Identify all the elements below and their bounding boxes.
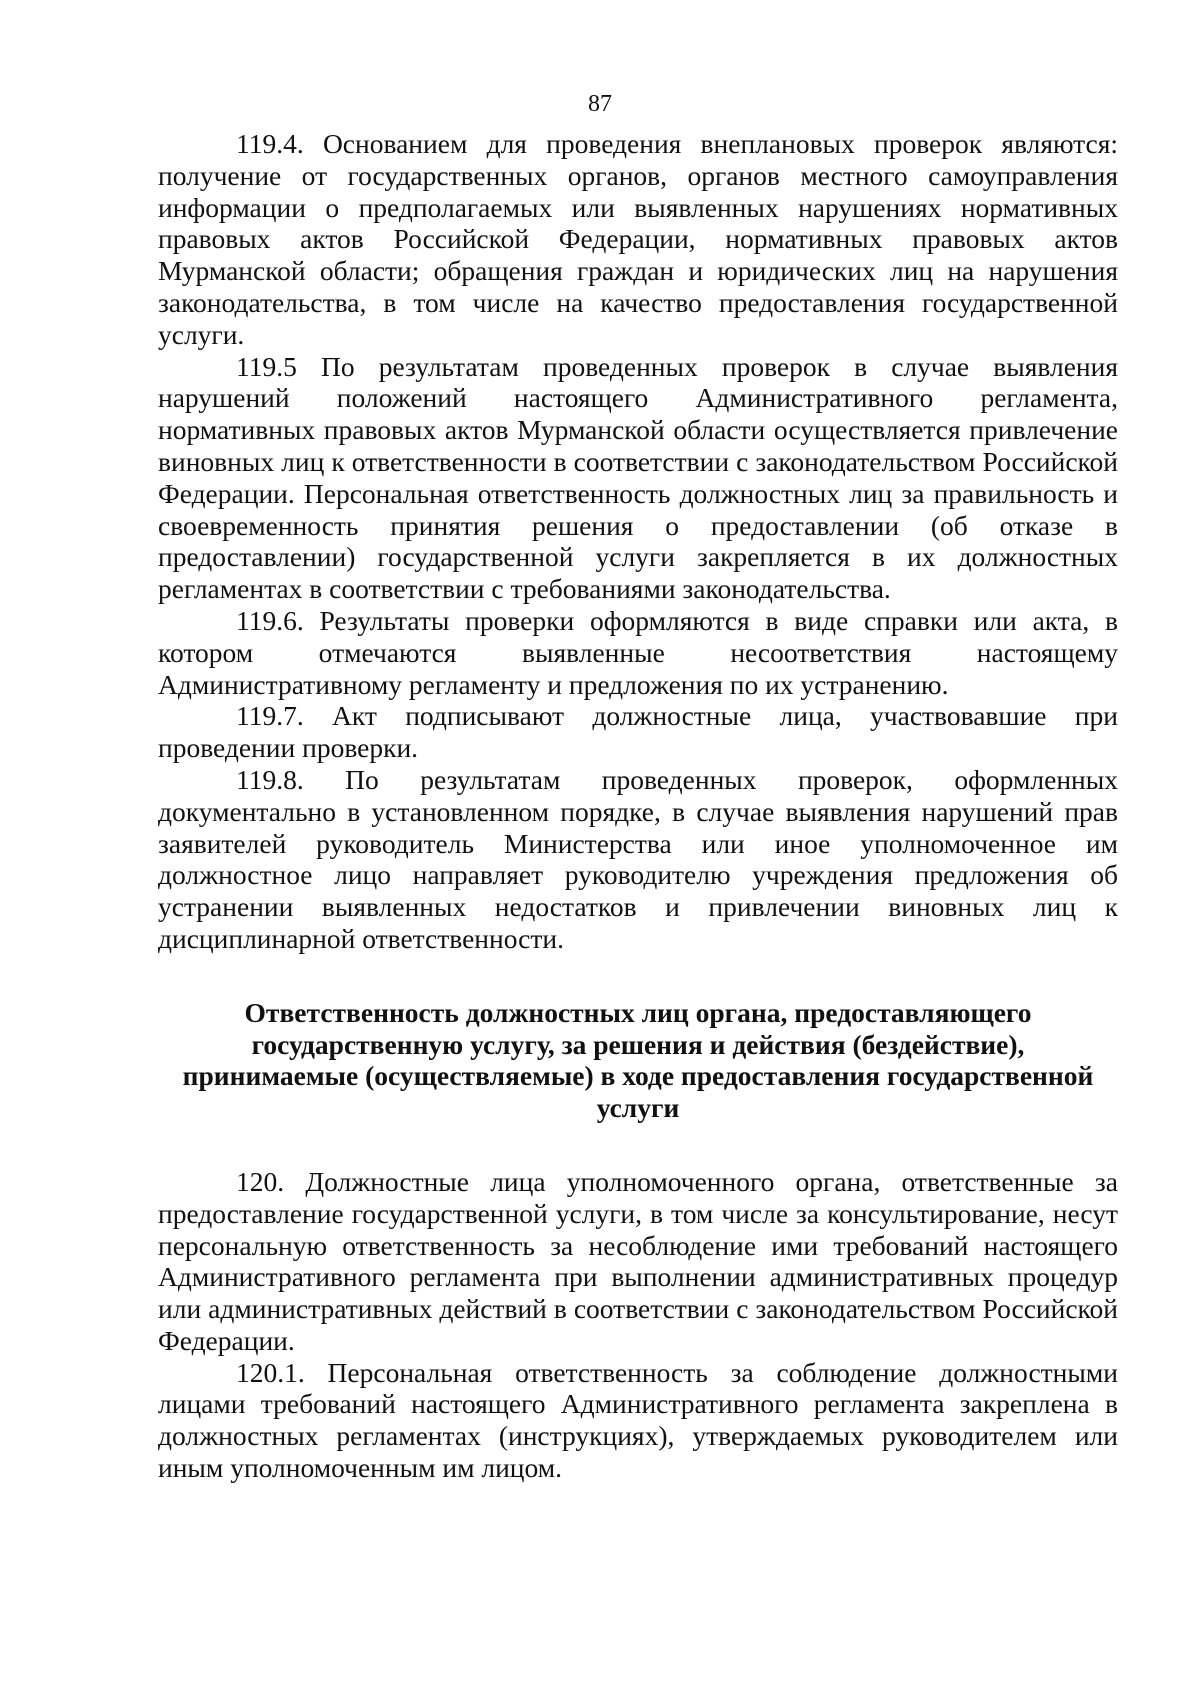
paragraph-120: 120. Должностные лица уполномоченного органа, ответственные за предоставление государственной услуги, в том числе за консультирование, несут персональную ответственность за несоблюдение ими требований настоящего Административного регламента при выполнении административных процедур или административных действий в соответствии с законодательством Российской Федерации. — [158, 1165, 1118, 1356]
paragraph-119-5: 119.5 По результатам проведенных проверок в случае выявления нарушений положений настоящего Административного регламента, нормативных правовых актов Мурманской области осуществляется привлечение виновных лиц к ответственности в соответствии с законодательством Российской Федерации. Персональная ответственность должностных лиц за правильность и своевременность принятия решения о предоставлении (об отказе в предоставлении) государственной услуги закрепляется в их должностных регламентах в соответствии с требованиями законодательства. — [158, 350, 1118, 605]
document-body — [158, 128, 1118, 1484]
paragraph-119-6: 119.6. Результаты проверки оформляются в виде справки или акта, в котором отмечаются выявленные несоответствия настоящему Административному регламенту и предложения по их устранению. — [158, 604, 1118, 700]
paragraph-119-8: 119.8. По результатам проведенных проверок, оформленных документально в установленном порядке, в случае выявления нарушений прав заявителей руководитель Министерства или иное уполномоченное им должностное лицо направляет руководителю учреждения предложения об устранении выявленных недостатков и привлечении виновных лиц к дисциплинарной ответственности. — [158, 763, 1118, 954]
paragraph-119-7: 119.7. Акт подписывают должностные лица, участвовавшие при проведении проверки. — [158, 700, 1118, 764]
paragraph-120-1: 120.1. Персональная ответственность за соблюдение должностными лицами требований настоящего Административного регламента закреплена в должностных регламентах (инструкциях), утверждаемых руководителем или иным уполномоченным им лицом. — [158, 1356, 1118, 1484]
page-number: 87 — [588, 91, 612, 117]
section-heading: Ответственность должностных лиц органа, предоставляющего государственную услугу, за решения и действия (бездействие), принимаемые (осуществляемые) в ходе предоставления государственной услуги — [182, 996, 1094, 1124]
paragraph-119-4: 119.4. Основанием для проведения внеплановых проверок являются: получение от государственных органов, органов местного самоуправления информации о предполагаемых или выявленных нарушениях нормативных правовых актов Российской Федерации, нормативных правовых актов Мурманской области; обращения граждан и юридических лиц на нарушения законодательства, в том числе на качество предоставления государственной услуги. — [158, 128, 1118, 350]
